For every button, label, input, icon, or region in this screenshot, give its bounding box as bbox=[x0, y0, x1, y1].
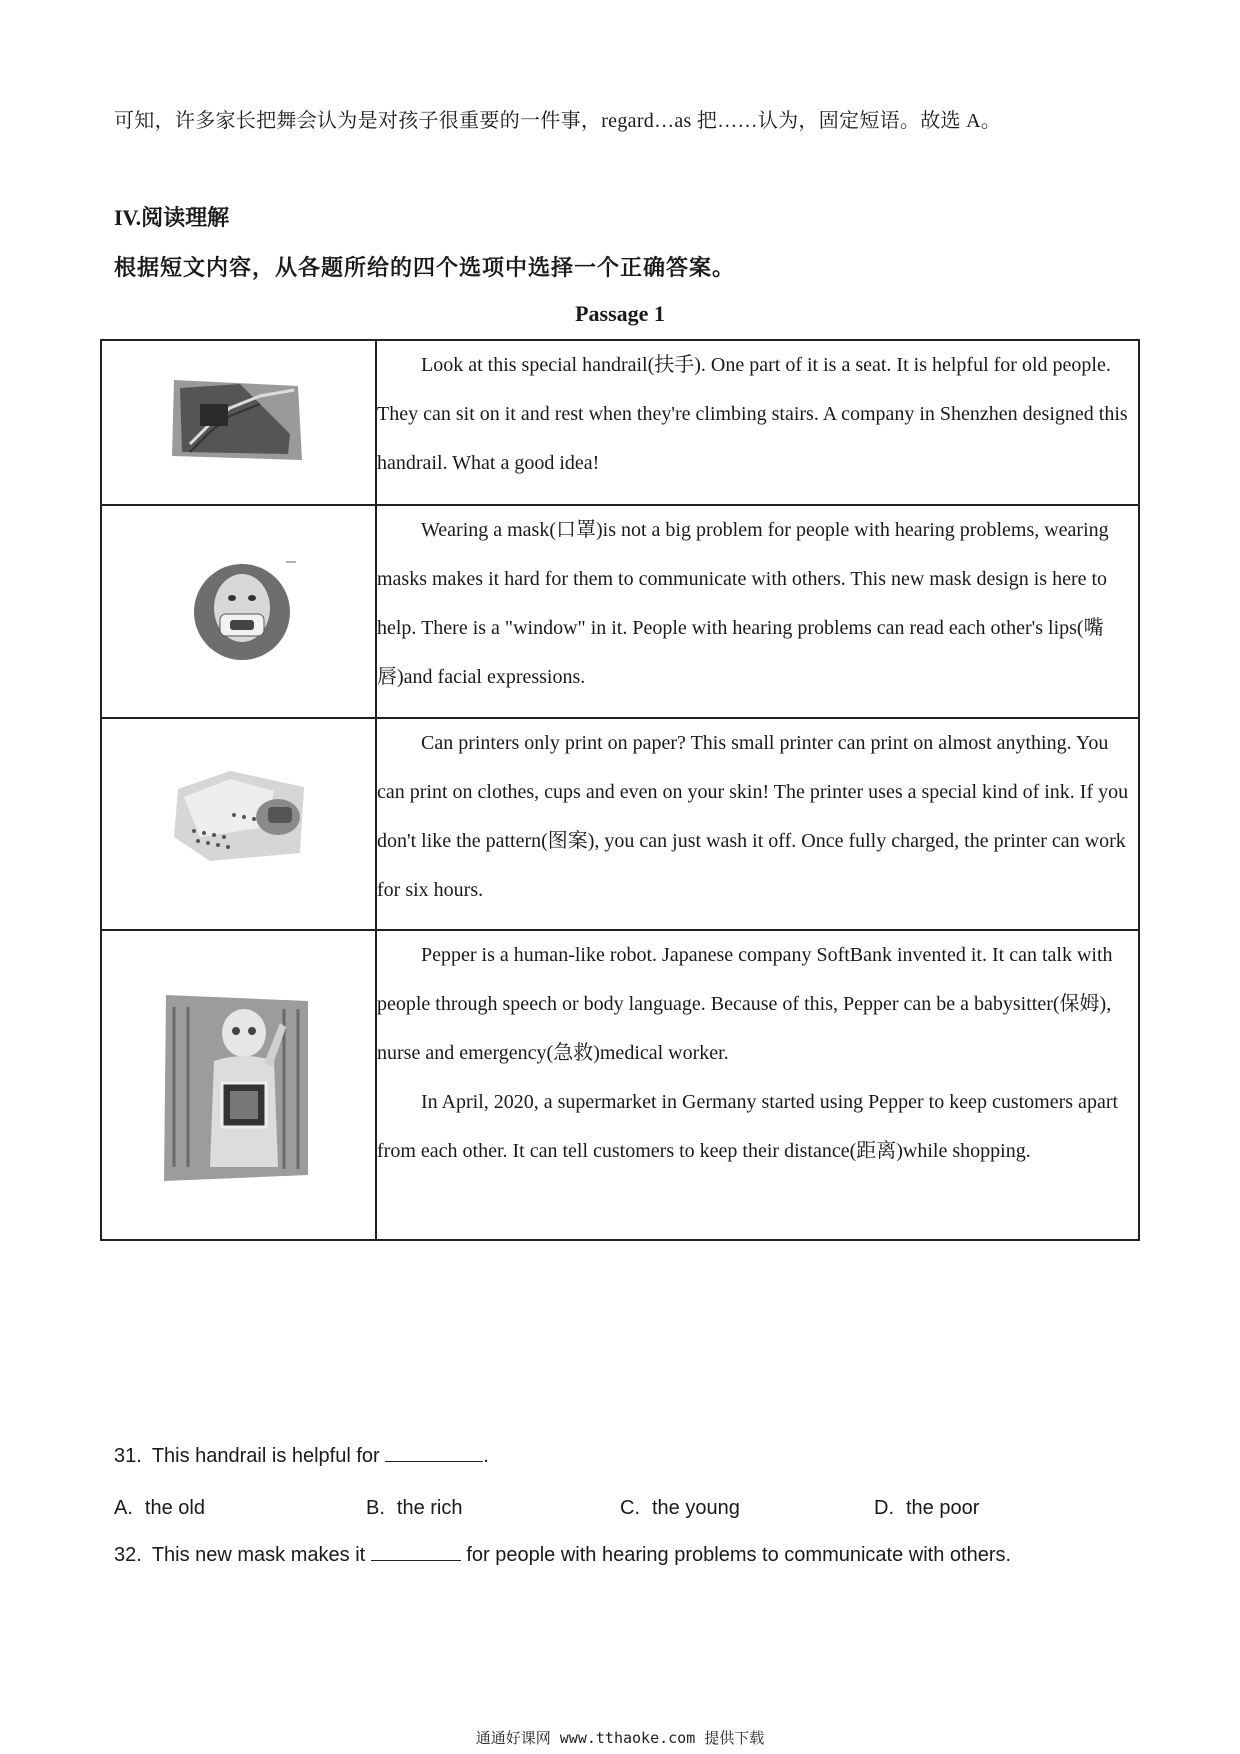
option-c[interactable]: C. the young bbox=[620, 1497, 740, 1519]
question-stem-end: for people with hearing problems to communicate with others. bbox=[466, 1544, 1012, 1566]
passage-paragraph: In April, 2020, a supermarket in Germany started using Pepper to keep customers apart from each other. It can tell customers to keep their distance(距离)while shopping. bbox=[377, 1091, 1119, 1162]
passage-paragraph: Can printers only print on paper? This small printer can print on almost anything. You can print on clothes, cups and even on your skin! The printer uses a special kind of ink. If you don't like the pattern(图案), you can just wash it off. Once fully charged, the printer can work for six hours. bbox=[377, 732, 1129, 901]
question-stem: This new mask makes it bbox=[151, 1544, 366, 1566]
question-31 bbox=[114, 1443, 489, 1468]
handrail-stairs-photo bbox=[170, 374, 306, 468]
question-stem-end: . bbox=[483, 1445, 489, 1467]
small-printer-photo bbox=[170, 767, 310, 865]
question-32 bbox=[114, 1542, 1011, 1567]
instructions: 根据短文内容，从各题所给的四个选项中选择一个正确答案。 bbox=[114, 255, 736, 280]
text-cell bbox=[376, 505, 1139, 718]
text-cell bbox=[376, 340, 1139, 505]
passage-row-printer bbox=[101, 718, 1139, 930]
passage-row-mask bbox=[101, 505, 1139, 718]
passage-paragraph: Look at this special handrail(扶手). One part of it is a seat. It is helpful for old people. They can sit on it and rest when they're climbing stairs. A company in Shenzhen designed this handrail. What a good idea! bbox=[377, 354, 1128, 474]
question-number: 31. bbox=[114, 1445, 142, 1467]
pepper-robot-photo bbox=[164, 987, 310, 1183]
option-a[interactable]: A. the old bbox=[114, 1497, 205, 1519]
image-cell bbox=[101, 505, 376, 718]
option-d[interactable]: D. the poor bbox=[874, 1497, 980, 1519]
text-cell bbox=[376, 930, 1139, 1240]
passage-row-handrail bbox=[101, 340, 1139, 505]
passage-table bbox=[100, 339, 1140, 1241]
text-cell bbox=[376, 718, 1139, 930]
passage-row-pepper bbox=[101, 930, 1139, 1240]
option-b[interactable]: B. the rich bbox=[366, 1497, 463, 1519]
footer-watermark: 通通好课网 www.tthaoke.com 提供下载 bbox=[475, 1729, 765, 1747]
answer-blank[interactable] bbox=[371, 1542, 461, 1561]
mask-window-photo bbox=[190, 558, 300, 664]
section-title: IV.阅读理解 bbox=[114, 205, 230, 230]
image-cell bbox=[101, 930, 376, 1240]
passage-paragraph: Wearing a mask(口罩)is not a big problem for people with hearing problems, wearing masks makes it hard for them to communicate with others. This new mask design is here to help. There is a "window" in it. People with hearing problems can read each other's lips(嘴唇)and facial expressions. bbox=[377, 519, 1109, 688]
question-stem: This handrail is helpful for bbox=[151, 1445, 380, 1467]
answer-blank[interactable] bbox=[385, 1443, 483, 1462]
passage-paragraph: Pepper is a human-like robot. Japanese company SoftBank invented it. It can talk with people through speech or body language. Because of this, Pepper can be a babysitter(保姆), nurse and emergency(急救)medical worker. bbox=[377, 944, 1113, 1064]
passage-title: Passage 1 bbox=[575, 301, 665, 326]
question-number: 32. bbox=[114, 1544, 142, 1566]
image-cell bbox=[101, 340, 376, 505]
intro-explanation: 可知，许多家长把舞会认为是对孩子很重要的一件事，regard…as 把……认为，固定短语。故选 A。 bbox=[114, 110, 1002, 132]
image-cell bbox=[101, 718, 376, 930]
